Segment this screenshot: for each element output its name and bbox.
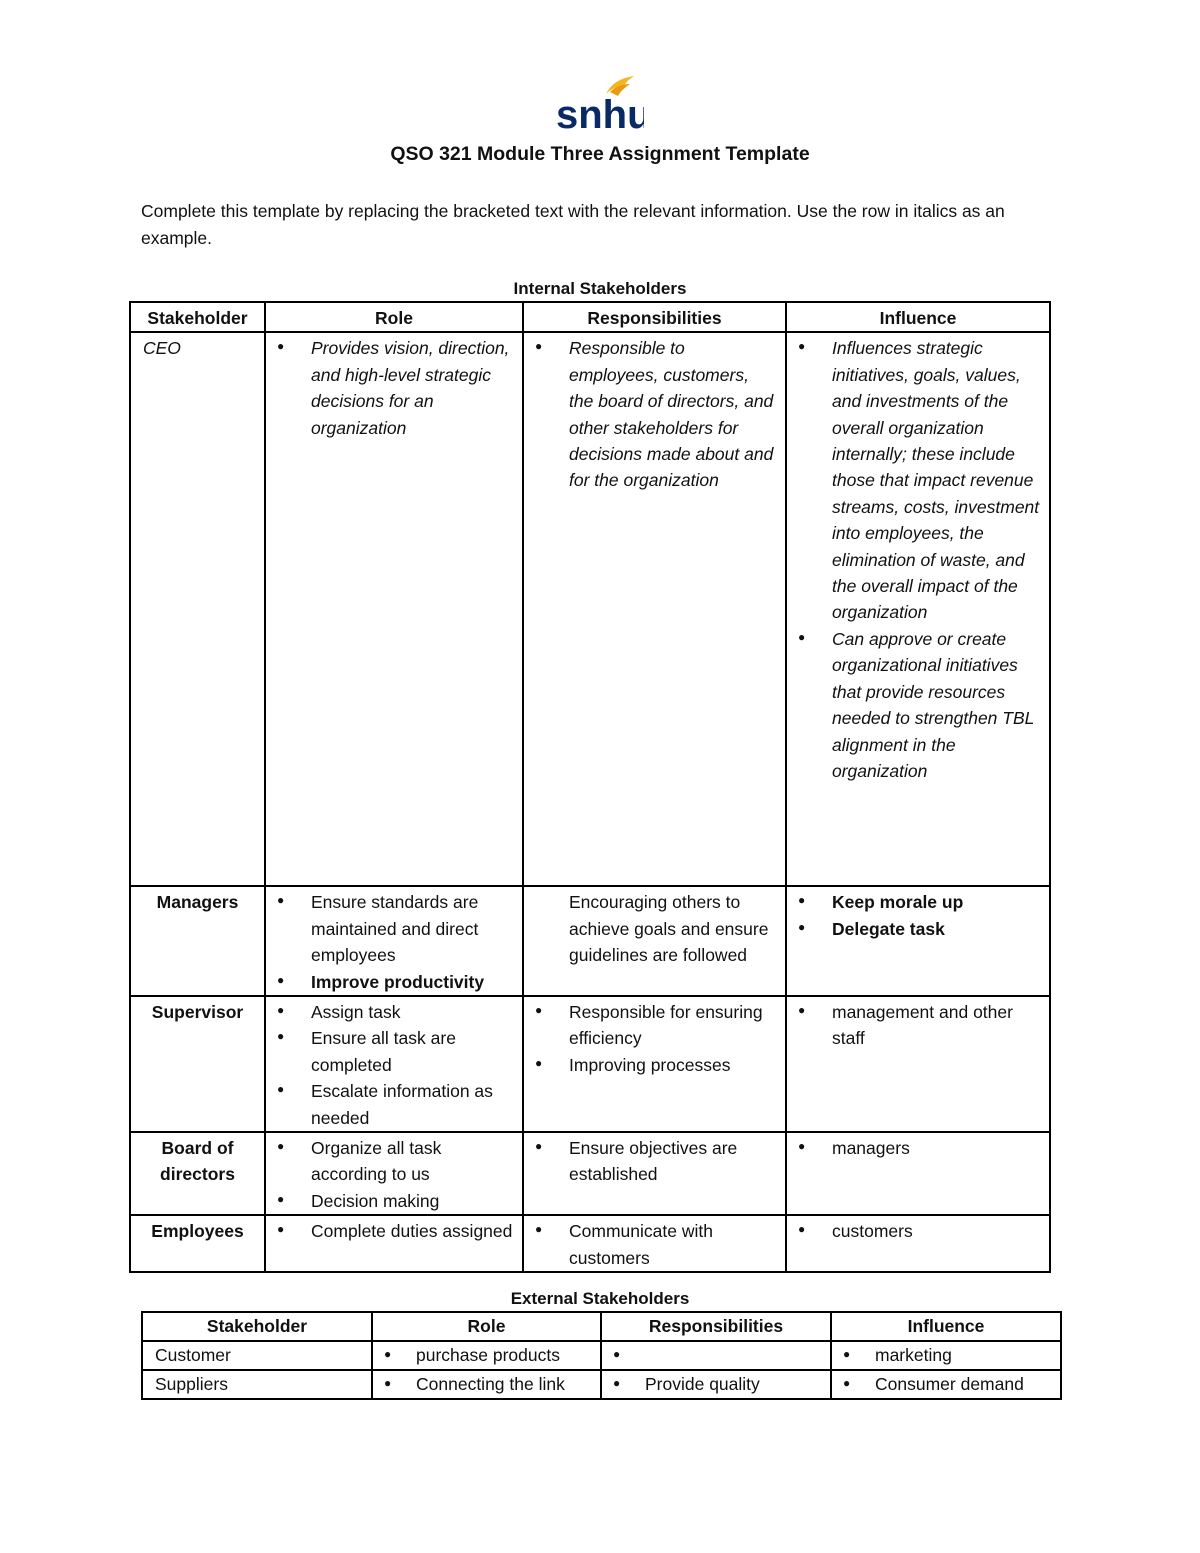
stakeholder-cell: Managers: [130, 886, 265, 996]
table-row: [130, 332, 1050, 886]
stakeholder-cell: Employees: [130, 1215, 265, 1272]
influence-cell: [831, 1370, 1061, 1399]
list-item: ● Improving processes: [532, 1052, 777, 1078]
list-item: ● Escalate information as needed: [274, 1078, 514, 1131]
list-item: ● Influences strategic initiatives, goals, values, and investments of the overall organization internally; these include those that impact revenue streams, costs, investment into employees, the elimination of waste, and the overall impact of the organization: [795, 335, 1041, 625]
internal-caption: Internal Stakeholders: [513, 279, 687, 298]
header-influence: Influence: [786, 302, 1050, 332]
list-item: ● Complete duties assigned: [274, 1218, 514, 1244]
role-cell: [372, 1341, 601, 1370]
influence-cell: [786, 886, 1050, 996]
responsibilities-cell: [523, 886, 786, 996]
list-item: ● Organize all task according to us: [274, 1135, 514, 1188]
list-item: ● Keep morale up: [795, 889, 1041, 915]
table-row: [130, 1215, 1050, 1272]
list-item: ● Responsible to employees, customers, the board of directors, and other stakeholders for decisions made about and for the organization: [532, 335, 777, 493]
list-item: ● purchase products: [381, 1343, 592, 1368]
table-row: [130, 886, 1050, 996]
responsibilities-cell: [523, 332, 786, 886]
list-item: ● managers: [795, 1135, 1041, 1161]
role-cell: [265, 886, 523, 996]
list-item: ● Consumer demand: [840, 1372, 1052, 1397]
list-item: ● marketing: [840, 1343, 1052, 1368]
external-stakeholders-table: [141, 1311, 1062, 1400]
list-item: ● Ensure objectives are established: [532, 1135, 777, 1188]
list-item: ● management and other staff: [795, 999, 1041, 1052]
list-item: ● Ensure standards are maintained and direct employees: [274, 889, 514, 968]
table-row: [130, 996, 1050, 1132]
influence-cell: [786, 1132, 1050, 1215]
page-title: QSO 321 Module Three Assignment Template: [390, 143, 810, 165]
responsibilities-cell: [523, 1215, 786, 1272]
list-item: ● Decision making: [274, 1188, 514, 1214]
list-item: ● Can approve or create organizational initiatives that provide resources needed to strengthen TBL alignment in the organization: [795, 626, 1041, 784]
external-caption: External Stakeholders: [510, 1289, 690, 1308]
table-header-row: [130, 302, 1050, 332]
list-item: ● Responsible for ensuring efficiency: [532, 999, 777, 1052]
responsibilities-cell: [601, 1370, 831, 1399]
list-item: ● Improve productivity: [274, 969, 514, 995]
header-stakeholder: Stakeholder: [142, 1312, 372, 1341]
role-cell: [265, 1132, 523, 1215]
table-row: [130, 1132, 1050, 1215]
header-stakeholder: Stakeholder: [130, 302, 265, 332]
logo-text: snhu: [556, 93, 644, 134]
table-row: [142, 1370, 1061, 1399]
stakeholder-cell: Suppliers: [142, 1370, 372, 1399]
influence-cell: [786, 1215, 1050, 1272]
header-responsibilities: Responsibilities: [601, 1312, 831, 1341]
snhu-logo: [554, 72, 644, 134]
intro-paragraph: Complete this template by replacing the bracketed text with the relevant information. Use the row in italics as an example.: [141, 201, 1005, 248]
responsibilities-cell: [601, 1341, 831, 1370]
flame-icon: [554, 72, 644, 134]
role-cell: [265, 996, 523, 1132]
list-item: ● customers: [795, 1218, 1041, 1244]
list-item: ● Provides vision, direction, and high-level strategic decisions for an organization: [274, 335, 514, 441]
header-role: Role: [265, 302, 523, 332]
responsibilities-text: Encouraging others to achieve goals and ensure guidelines are followed: [569, 892, 769, 966]
stakeholder-cell: Supervisor: [130, 996, 265, 1132]
responsibilities-cell: [523, 996, 786, 1132]
role-cell: [265, 1215, 523, 1272]
stakeholder-cell: Board of directors: [130, 1132, 265, 1215]
influence-cell: [831, 1341, 1061, 1370]
stakeholder-cell: Customer: [142, 1341, 372, 1370]
list-item: ● Delegate task: [795, 916, 1041, 942]
influence-cell: [786, 332, 1050, 886]
list-item: ● Assign task: [274, 999, 514, 1025]
header-responsibilities: Responsibilities: [523, 302, 786, 332]
table-header-row: [142, 1312, 1061, 1341]
header-influence: Influence: [831, 1312, 1061, 1341]
internal-stakeholders-table: [129, 301, 1051, 1273]
list-item: ● Communicate with customers: [532, 1218, 777, 1271]
list-item: ● Ensure all task are completed: [274, 1025, 514, 1078]
header-role: Role: [372, 1312, 601, 1341]
stakeholder-cell: CEO: [130, 332, 265, 886]
list-item: ● Connecting the link: [381, 1372, 592, 1397]
influence-cell: [786, 996, 1050, 1132]
responsibilities-cell: [523, 1132, 786, 1215]
role-cell: [372, 1370, 601, 1399]
table-row: [142, 1341, 1061, 1370]
role-cell: [265, 332, 523, 886]
list-item: ● Provide quality: [610, 1372, 822, 1397]
